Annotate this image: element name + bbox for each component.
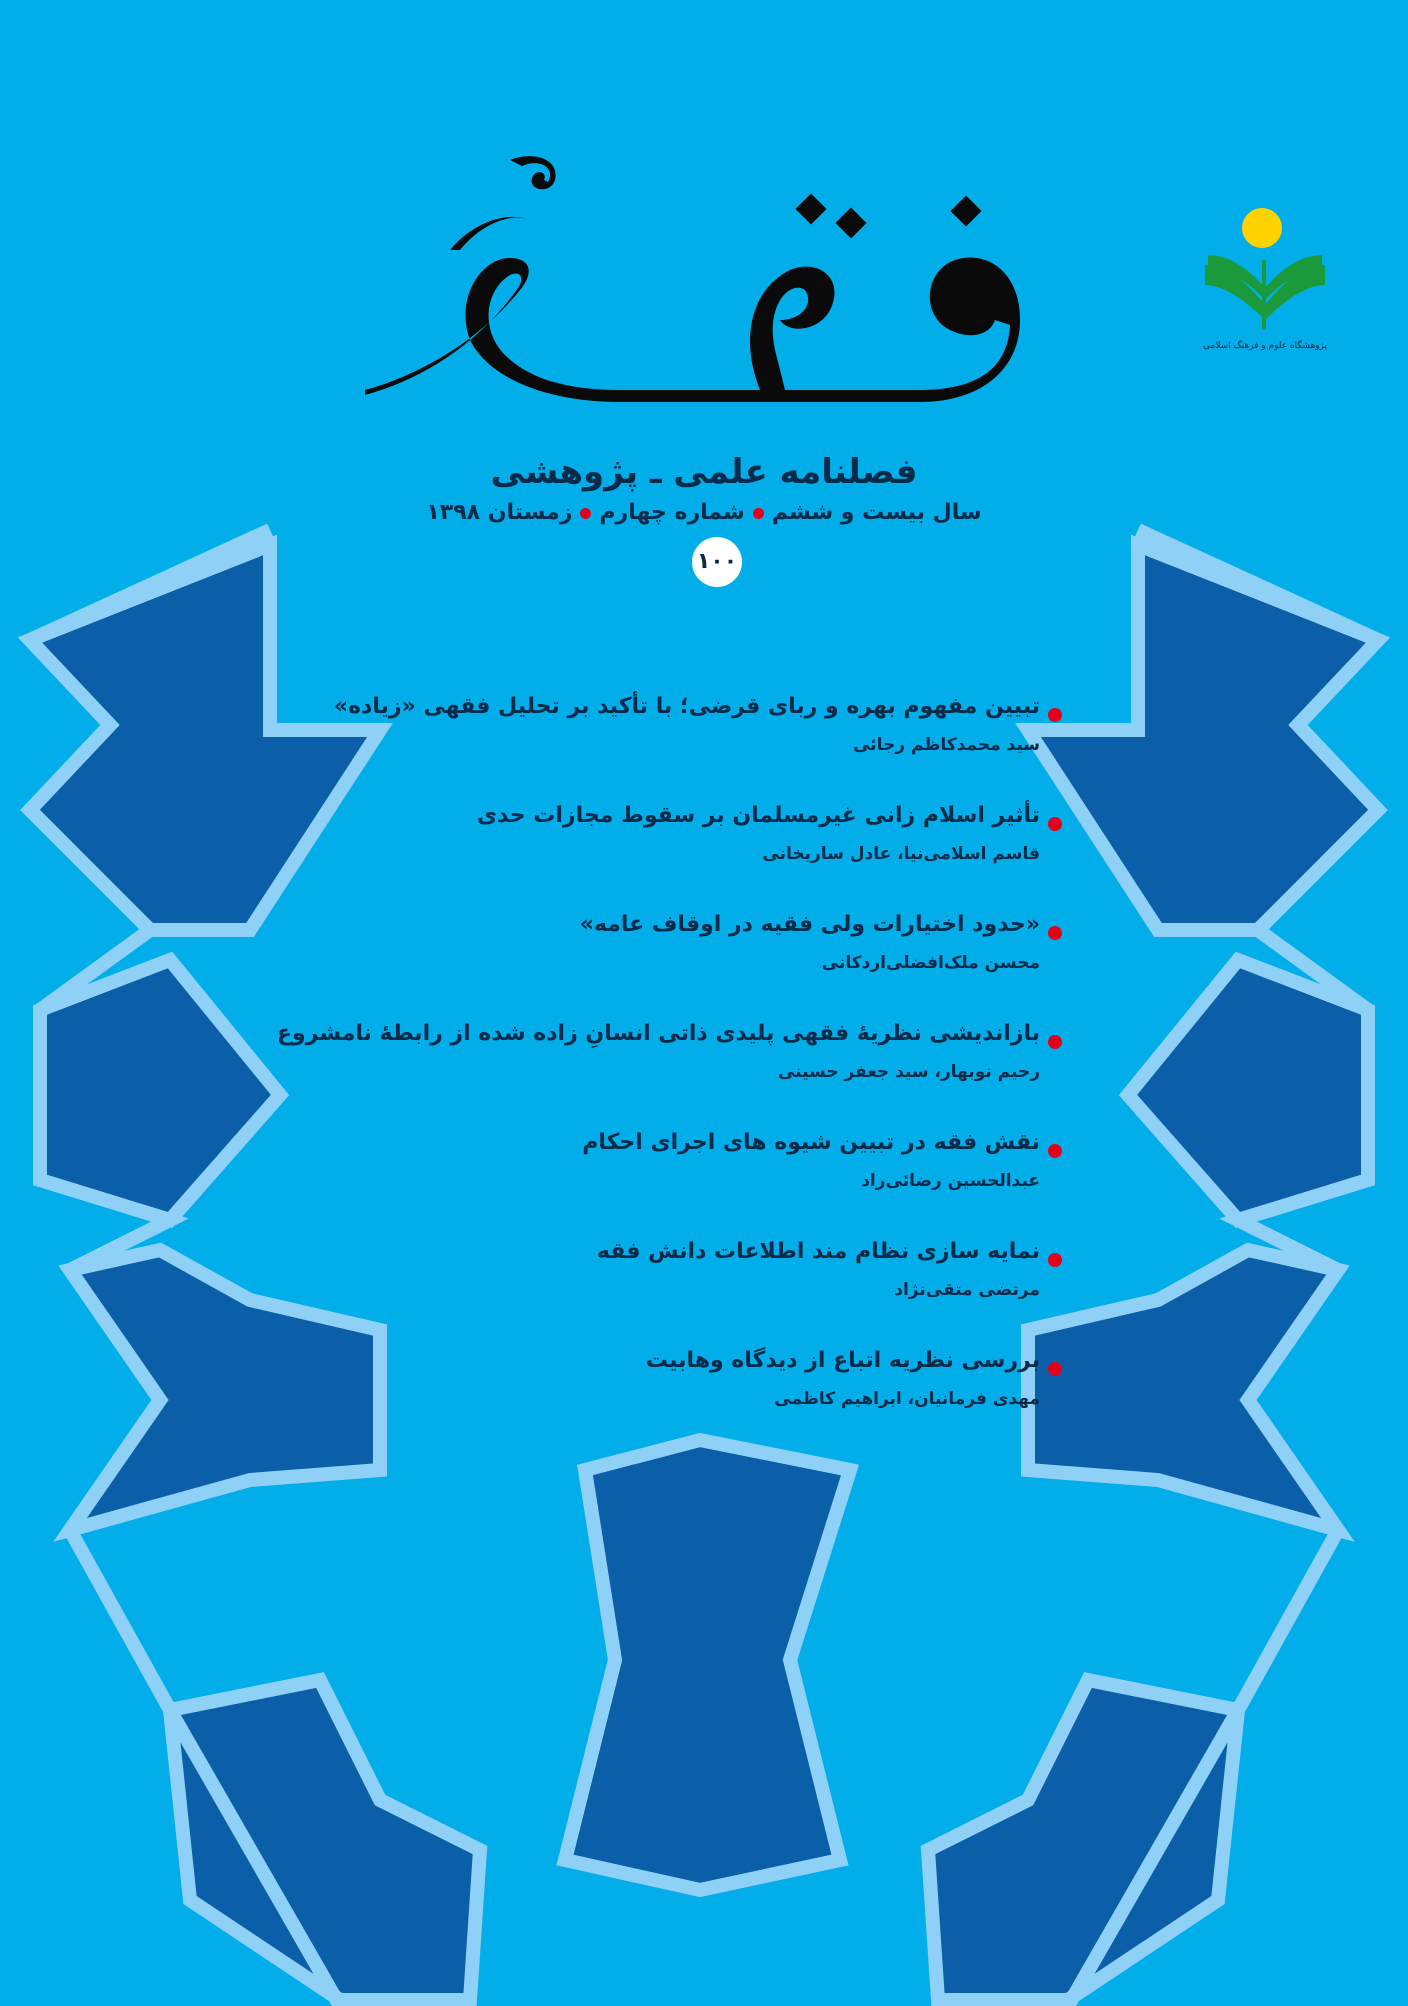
article-author: مرتضی متقی‌نژاد bbox=[894, 1280, 1040, 1300]
issue-number-badge: ۱۰۰ bbox=[692, 537, 742, 587]
article-title: تأثیر اسلام زانی غیرمسلمان بر سقوط مجازات حدی bbox=[476, 803, 1040, 828]
article-title: بررسی نظریه اتباع از دیدگاه وهابیت bbox=[645, 1348, 1040, 1373]
pattern-star-right-bottom bbox=[928, 1680, 1238, 2000]
article-title: «حدود اختیارات ولی فقیه در اوقاف عامه» bbox=[579, 912, 1040, 937]
toc-item[interactable] bbox=[400, 908, 1040, 1017]
bullet-icon bbox=[1048, 926, 1062, 940]
pattern-star-left-mid bbox=[70, 1250, 380, 1530]
bullet-icon bbox=[1048, 1362, 1062, 1376]
article-author: عبدالحسین رضائی‌راد bbox=[861, 1171, 1040, 1191]
toc-item[interactable] bbox=[400, 799, 1040, 908]
table-of-contents bbox=[276, 690, 1040, 1453]
bullet-icon bbox=[1048, 1035, 1062, 1049]
toc-item[interactable] bbox=[276, 1017, 1040, 1126]
bullet-icon bbox=[1048, 1253, 1062, 1267]
article-author: مهدی فرمانیان، ابراهیم کاظمی bbox=[774, 1389, 1040, 1409]
article-author: سید محمدکاظم رجائی bbox=[853, 735, 1040, 755]
bullet-icon bbox=[1048, 1144, 1062, 1158]
toc-item[interactable] bbox=[333, 690, 1040, 799]
separator-dot bbox=[753, 508, 764, 519]
separator-dot bbox=[580, 508, 591, 519]
pattern-star-right-mid bbox=[1028, 1250, 1338, 1530]
pattern-hexagon-left bbox=[40, 960, 280, 1220]
toc-item[interactable] bbox=[400, 1344, 1040, 1453]
article-title: تبیین مفهوم بهره و ربای قرضی؛ با تأکید بر تحلیل فقهی «زیاده» bbox=[333, 694, 1040, 719]
issue-line bbox=[0, 500, 1408, 525]
volume-label: سال بیست و ششم bbox=[771, 500, 982, 525]
journal-title-calligraphy bbox=[360, 140, 1040, 440]
bullet-icon bbox=[1048, 817, 1062, 831]
article-author: رحیم نوبهار، سید جعفر حسینی bbox=[777, 1062, 1040, 1082]
number-label: شماره چهارم bbox=[599, 500, 745, 525]
pattern-star-left-bottom bbox=[170, 1680, 480, 2000]
article-title: نمایه سازی نظام مند اطلاعات دانش فقه bbox=[596, 1239, 1040, 1264]
publisher-name: پژوهشگاه علوم و فرهنگ اسلامی bbox=[1203, 341, 1327, 351]
pattern-hexagon-right bbox=[1128, 960, 1368, 1220]
article-title: نقش فقه در تبیین شیوه های اجرای احکام bbox=[582, 1130, 1040, 1155]
bullet-icon bbox=[1048, 708, 1062, 722]
article-author: قاسم اسلامی‌نیا، عادل ساریخانی bbox=[762, 844, 1040, 864]
season-label: زمستان ۱۳۹۸ bbox=[426, 500, 573, 525]
book-sun-logo-icon bbox=[1200, 200, 1330, 360]
journal-subtitle: فصلنامه علمی ـ پژوهشی bbox=[490, 452, 918, 492]
pattern-center-hourglass bbox=[565, 1440, 850, 1890]
article-title: بازاندیشی نظریهٔ فقهی پلیدی ذاتی انسانِ زاده شده از رابطهٔ نامشروع bbox=[276, 1021, 1040, 1046]
toc-item[interactable] bbox=[400, 1126, 1040, 1235]
article-author: محسن ملک‌افضلی‌اردکانی bbox=[821, 953, 1040, 973]
toc-item[interactable] bbox=[400, 1235, 1040, 1344]
